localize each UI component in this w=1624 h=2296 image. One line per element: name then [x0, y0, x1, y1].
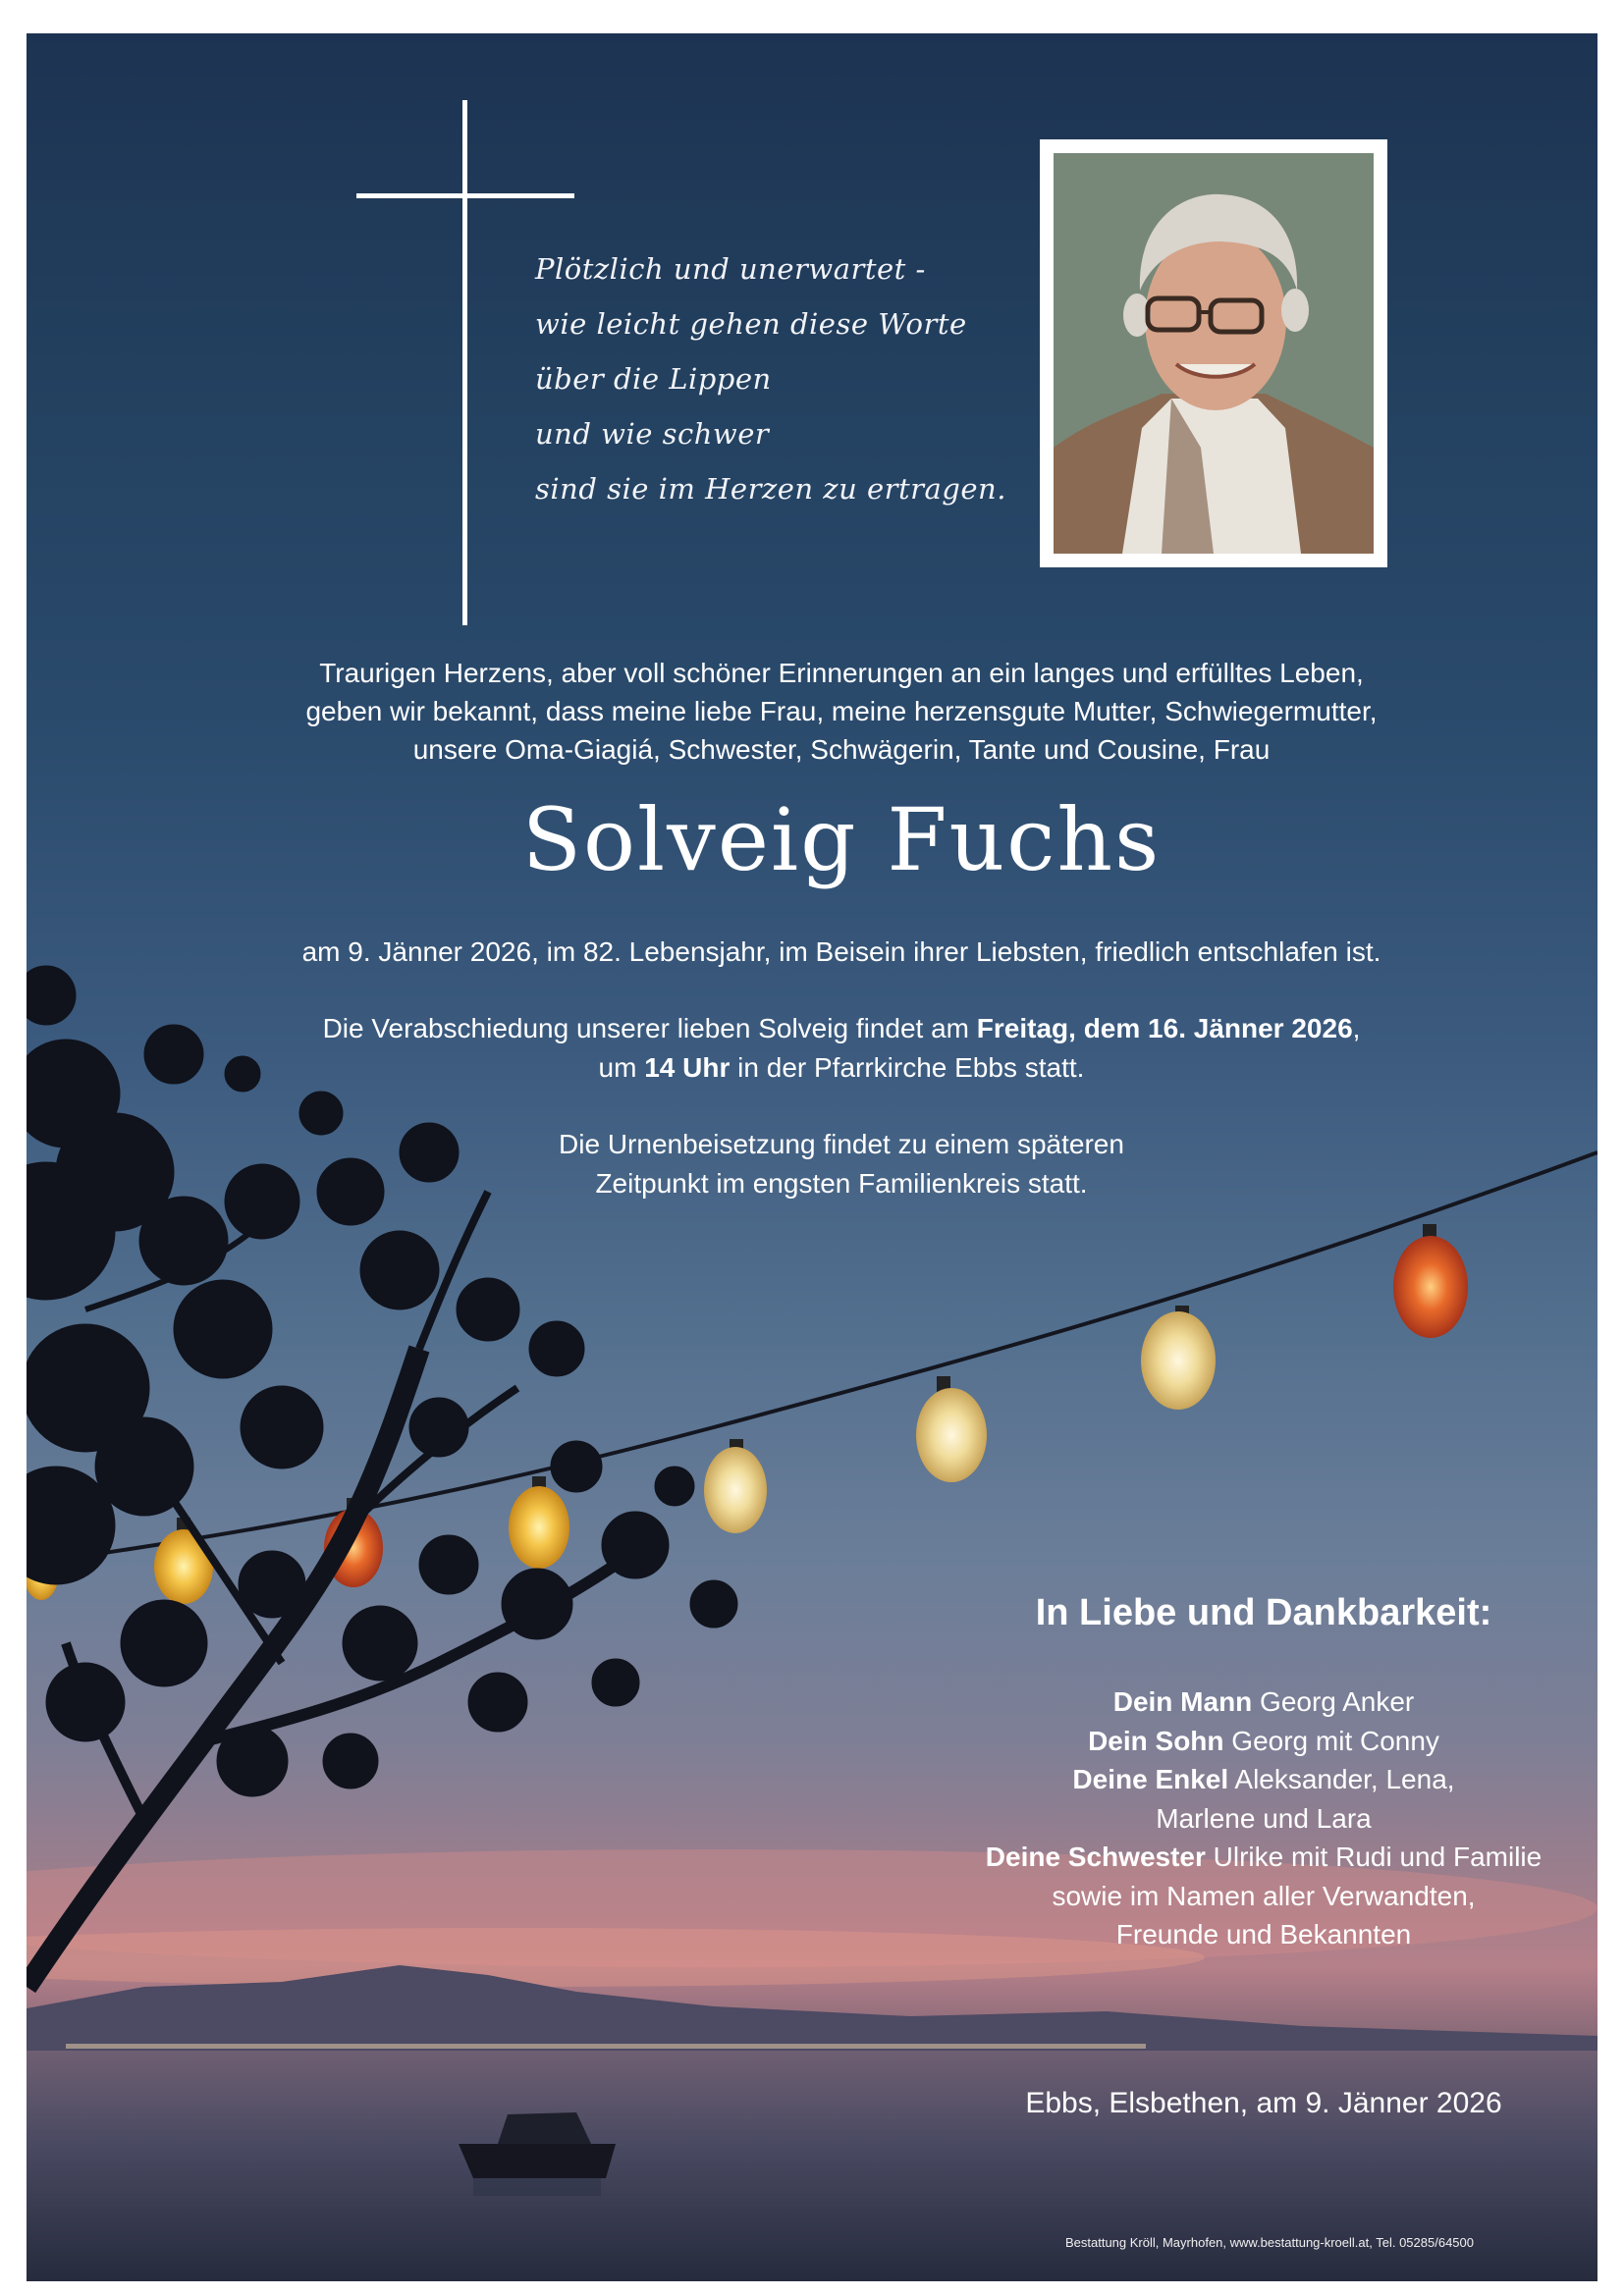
obituary-card [27, 33, 1597, 2281]
bulb-icon [154, 1518, 213, 1604]
mourner-names: Georg mit Conny [1223, 1725, 1439, 1756]
bulb-icon [509, 1476, 569, 1569]
farewell-paragraph [184, 1009, 1499, 1088]
intro-line: Traurigen Herzens, aber voll schöner Erinnerungen an ein langes und erfülltes Leben, [319, 658, 1364, 688]
mourner-names: Aleksander, Lena, [1228, 1764, 1455, 1794]
mourner-row: Marlene und Lara [1156, 1802, 1372, 1834]
farewell-time: 14 Uhr [644, 1052, 731, 1083]
poem-line: sind sie im Herzen zu ertragen. [535, 472, 1006, 506]
intro-line: unsere Oma-Giagiá, Schwester, Schwägerin, Tante und Cousine, Frau [412, 734, 1271, 765]
bulb-icon [1141, 1306, 1216, 1410]
bulb-icon [916, 1376, 987, 1482]
thanks-title: In Liebe und Dankbarkeit: [1035, 1592, 1492, 1633]
mourners-list [910, 1682, 1597, 1954]
farewell-location: in der Pfarrkirche Ebbs statt. [730, 1052, 1085, 1083]
mourner-row [910, 1838, 1597, 1877]
bulb-icon [1393, 1224, 1468, 1338]
mourner-row: sowie im Namen aller Verwandten, [1052, 1880, 1476, 1911]
intro-paragraph [223, 654, 1460, 769]
poem [535, 241, 1085, 516]
poem-line: wie leicht gehen diese Worte [535, 307, 967, 341]
funeral-home-footer: Bestattung Kröll, Mayrhofen, www.bestattung-kroell.at, Tel. 05285/64500 [1064, 2235, 1474, 2250]
mourner-names: Ulrike mit Rudi und Familie [1205, 1842, 1543, 1872]
farewell-um: um [598, 1052, 645, 1083]
portrait-image [1054, 153, 1374, 554]
urn-paragraph [184, 1125, 1499, 1203]
mourner-label: Dein Sohn [1088, 1725, 1224, 1756]
portrait-photo [1040, 139, 1387, 567]
mourner-row: Freunde und Bekannten [1115, 1919, 1412, 1949]
mourner-label: Dein Mann [1112, 1686, 1253, 1717]
mourner-row [910, 1682, 1597, 1722]
mourner-label: Deine Schwester [985, 1842, 1206, 1872]
death-line: am 9. Jänner 2026, im 82. Lebensjahr, im Beisein ihrer Liebsten, friedlich entschlafen ist. [301, 936, 1381, 967]
poem-line: Plötzlich und unerwartet - [535, 252, 926, 286]
farewell-date: Freitag, dem 16. Jänner 2026 [976, 1013, 1353, 1043]
tree-silhouette [27, 966, 737, 1987]
urn-line: Die Urnenbeisetzung findet zu einem späteren [559, 1129, 1124, 1159]
intro-line: geben wir bekannt, dass meine liebe Frau, meine herzensgute Mutter, Schwiegermutter, [305, 696, 1378, 726]
mourner-names: Georg Anker [1252, 1686, 1415, 1717]
mourner-label: Deine Enkel [1072, 1764, 1229, 1794]
mourner-row [910, 1722, 1597, 1761]
place-date: Ebbs, Elsbethen, am 9. Jänner 2026 [1025, 2087, 1502, 2119]
deceased-name: Solveig Fuchs [521, 789, 1162, 890]
bulb-icon [704, 1439, 767, 1533]
poem-line: und wie schwer [535, 417, 770, 451]
mourner-row [910, 1760, 1597, 1799]
farewell-comma: , [1352, 1013, 1361, 1043]
farewell-text: Die Verabschiedung unserer lieben Solveig findet am [322, 1013, 977, 1043]
poem-line: über die Lippen [535, 362, 772, 396]
urn-line: Zeitpunkt im engsten Familienkreis statt. [595, 1168, 1088, 1199]
